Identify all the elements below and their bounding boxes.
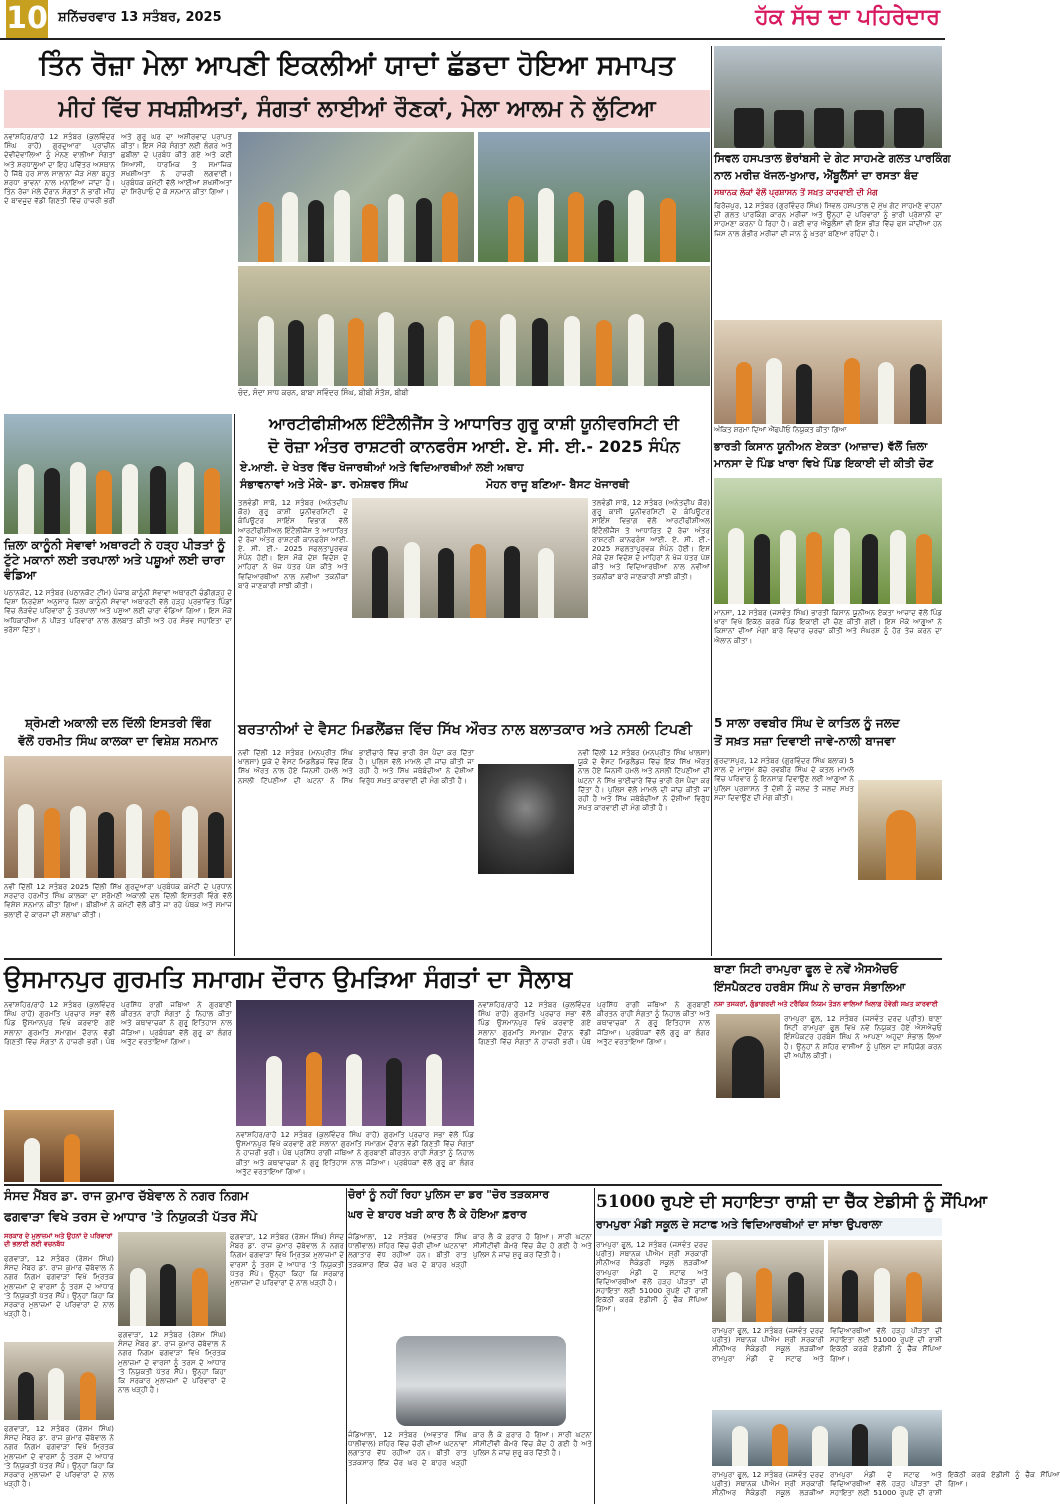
child-headline-1: 5 ਸਾਲਾ ਰਵਬੀਰ ਸਿੰਘ ਦੇ ਕਾਤਿਲ ਨੂੰ ਜਲਦ [714,716,900,730]
akali-headline-1: ਸ਼੍ਰੋਮਣੀ ਅਕਾਲੀ ਦਲ ਦਿੱਲੀ ਇਸਤਰੀ ਵਿੰਗ [25,716,211,730]
akali-body: ਨਵੀਂ ਦਿੱਲੀ 12 ਸਤੰਬਰ 2025 ਦਿੱਲੀ ਸਿੱਖ ਗੁਰਦੁਆਰਾ ਪ੍ਰਬੰਧਕ ਕਮੇਟੀ ਦੇ ਪ੍ਰਧਾਨ ਸਰਦਾਰ ਹਰਮੀਤ ਸਿੰਘ ਕਾਲਕਾ ਦਾ ਸ਼੍ਰੋਮਣੀ ਅਕਾਲੀ ਦਲ ਦਿੱਲੀ ਇਸਤਰੀ ਵਿੰਗ ਵੱਲੋਂ ਵਿਸ਼ੇਸ਼ ਸਨਮਾਨ ਕੀਤਾ ਗਿਆ। ਬੀਬੀਆਂ ਨੇ ਕਮੇਟੀ ਵੱਲੋਂ ਕੀਤੇ ਜਾ ਰਹੇ ਪੰਥਕ ਅਤੇ ਸਮਾਜ ਭਲਾਈ ਦੇ ਕਾਰਜਾਂ ਦੀ ਸ਼ਲਾਘਾ ਕੀਤੀ। [4,882,232,919]
akali-photo [4,756,232,878]
mp-headline-2: ਫਗਵਾੜਾ ਵਿਖੇ ਤਰਸ ਦੇ ਆਧਾਰ 'ਤੇ ਨਿਯੁਕਤੀ ਪੱਤਰ ਸੌਂਪੇ [4,1209,258,1224]
kisan-headline-1: ਭਾਰਤੀ ਕਿਸਾਨ ਯੂਨੀਅਨ ਏਕਤਾ (ਆਜ਼ਾਦ) ਵੱਲੋਂ ਜ਼ਿਲਾ [714,440,928,453]
mp-photo-2 [118,1232,226,1326]
section-divider-2 [4,1184,942,1186]
column-rule [711,46,712,956]
ai-conf-photo [352,498,588,618]
thana-headline-1: ਥਾਣਾ ਸਿਟੀ ਰਾਮਪੁਰਾ ਫੂਲ ਦੇ ਨਵੇਂ ਐਸਐਚਓ [714,962,899,976]
page-number: 10 [6,1,48,36]
uk-body-2: ਨਵੀਂ ਦਿੱਲੀ 12 ਸਤੰਬਰ (ਮਨਪ੍ਰੀਤ ਸਿੰਘ ਖਾਲਸਾ) ਯੂਕੇ ਦੇ ਵੈਸਟ ਮਿਡਲੈਂਡਜ਼ ਵਿੱਚ ਇੱਕ ਸਿੱਖ ਔਰਤ ਨਾਲ ਹੋਏ ਜਿਨਸੀ ਹਮਲੇ ਅਤੇ ਨਸਲੀ ਟਿੱਪਣੀਆਂ ਦੀ ਘਟਨਾ ਨੇ ਸਿੱਖ ਭਾਈਚਾਰੇ ਵਿੱਚ ਭਾਰੀ ਰੋਸ ਪੈਦਾ ਕਰ ਦਿੱਤਾ ਹੈ। ਪੁਲਿਸ ਵੱਲੋਂ ਮਾਮਲੇ ਦੀ ਜਾਂਚ ਕੀਤੀ ਜਾ ਰਹੀ ਹੈ ਅਤੇ ਸਿੱਖ ਜਥੇਬੰਦੀਆਂ ਨੇ ਦੋਸ਼ੀਆਂ ਵਿਰੁੱਧ ਸਖ਼ਤ ਕਾਰਵਾਈ ਦੀ ਮੰਗ ਕੀਤੀ ਹੈ। [578,748,710,813]
mp-kicker: ਸਰਕਾਰ ਦੇ ਮੁਲਾਜ਼ਮਾਂ ਅਤੇ ਉਹਨਾਂ ਦੇ ਪਰਿਵਾਰਾਂ ਦੀ ਭਲਾਈ ਲਈ ਵਚਨਬੱਧ [4,1232,113,1248]
civil-headline-1: ਸਿਵਲ ਹਸਪਤਾਲ ਭੋਰਾਂਬਸੀ ਦੇ ਗੇਟ ਸਾਹਮਣੇ ਗਲਤ ਪਾਰਕਿੰਗ [714,152,951,165]
theft-car-photo [396,1336,566,1426]
civil-hospital-photo [714,46,942,148]
uk-headline: ਬਰਤਾਨੀਆਂ ਦੇ ਵੈਸਟ ਮਿਡਲੈਂਡਜ਼ ਵਿੱਚ ਸਿੱਖ ਔਰਤ ਨਾਲ ਬਲਾਤਕਾਰ ਅਤੇ ਨਸਲੀ ਟਿਪਣੀ [238,722,693,738]
donation-photo-3 [712,1410,942,1466]
usmanpur-headline: ਉਸਮਾਨਪੁਰ ਗੁਰਮਤਿ ਸਮਾਗਮ ਦੌਰਾਨ ਉਮੜਿਆ ਸੰਗਤਾਂ ਦਾ ਸੈਲਾਬ [4,964,573,993]
legal-services-body: ਪਠਾਨਕੋਟ, 12 ਸਤੰਬਰ (ਪਠਾਨਕੋਟ ਟੀਮ) ਪੰਜਾਬ ਕਾਨੂੰਨੀ ਸੇਵਾਵਾਂ ਅਥਾਰਟੀ ਚੰਡੀਗੜ੍ਹ ਦੇ ਦਿਸ਼ਾ ਨਿਰਦੇਸ਼ਾਂ ਅਨੁਸਾਰ ਜ਼ਿਲਾ ਕਾਨੂੰਨੀ ਸੇਵਾਵਾਂ ਅਥਾਰਟੀ ਵੱਲੋਂ ਹੜ੍ਹ ਪ੍ਰਭਾਵਿਤ ਪਿੰਡਾਂ ਵਿੱਚ ਲੋੜਵੰਦ ਪਰਿਵਾਰਾਂ ਨੂੰ ਤਰਪਾਲਾਂ ਅਤੇ ਪਸ਼ੂਆਂ ਲਈ ਚਾਰਾ ਵੰਡਿਆ ਗਿਆ। ਇਸ ਮੌਕੇ ਅਧਿਕਾਰੀਆਂ ਨੇ ਪੀੜਤ ਪਰਿਵਾਰਾਂ ਨਾਲ ਗੱਲਬਾਤ ਕੀਤੀ ਅਤੇ ਹਰ ਸੰਭਵ ਸਹਾਇਤਾ ਦਾ ਭਰੋਸਾ ਦਿੱਤਾ। [4,588,232,634]
thana-portrait-photo [716,1014,780,1098]
thana-kicker: ਨਸ਼ਾ ਤਸਕਰਾਂ, ਗੁੰਡਾਗਰਦੀ ਅਤੇ ਟਰੈਫਿਕ ਨਿਯਮ ਤੋੜਨ ਵਾਲਿਆਂ ਖਿਲਾਫ਼ ਹੋਵੇਗੀ ਸਖ਼ਤ ਕਾਰਵਾਈ [714,1000,938,1008]
kisan-photo-1 [714,320,942,424]
donation-body: ਰਾਮਪੁਰਾ ਫੂਲ, 12 ਸਤੰਬਰ (ਜਸਵੰਤ ਦਰਦ ਪ੍ਰੀਤ) ਸਥਾਨਕ ਪੀਐਮ ਸ਼੍ਰੀ ਸਰਕਾਰੀ ਸੀਨੀਅਰ ਸੈਕੰਡਰੀ ਸਕੂਲ ਲੜਕੀਆਂ ਰਾਮਪੁਰਾ ਮੰਡੀ ਦੇ ਸਟਾਫ ਅਤੇ ਵਿਦਿਆਰਥੀਆਂ ਵੱਲੋਂ ਹੜ੍ਹ ਪੀੜਤਾਂ ਦੀ ਸਹਾਇਤਾ ਲਈ 51000 ਰੁਪਏ ਦੀ ਰਾਸ਼ੀ ਇਕੱਠੀ ਕਰਕੇ ਏਡੀਸੀ ਨੂੰ ਚੈੱਕ ਸੌਂਪਿਆ ਗਿਆ। [596,1240,708,1314]
donation-photo-1 [712,1240,824,1322]
story1-body: ਨਵਾਂਸ਼ਹਿਰ/ਰਾਹੋਂ 12 ਸਤੰਬਰ (ਕੁਲਵਿੰਦਰ ਸਿੰਘ ਰਾਹੋਂ) ਗੁਰਦੁਆਰਾ ਪ੍ਰਾਚੀਨ ਦੇਵੀਦੇਵਾਲਿਆਂ ਨੂੰ ਮੰਨਣ ਵਾਲੀਆਂ ਸੰਗਤਾਂ ਅਤੇ ਸ਼ਰਧਾਲੂਆਂ ਦਾ ਇਹ ਪਵਿੱਤਰ ਅਸਥਾਨ ਹੈ ਜਿੱਥੇ ਹਰ ਸਾਲ ਸਾਲਾਨਾ ਜੋੜ ਮੇਲਾ ਬਹੁਤ ਸ਼ਰਧਾ ਭਾਵਨਾ ਨਾਲ ਮਨਾਇਆ ਜਾਂਦਾ ਹੈ। ਤਿੰਨ ਰੋਜ਼ਾ ਮੇਲੇ ਦੌਰਾਨ ਸੰਗਤਾਂ ਨੇ ਭਾਰੀ ਮੀਂਹ ਦੇ ਬਾਵਜੂਦ ਵੱਡੀ ਗਿਣਤੀ ਵਿੱਚ ਹਾਜ਼ਰੀ ਭਰੀ ਅਤੇ ਗੁਰੂ ਘਰ ਦਾ ਅਸ਼ੀਰਵਾਦ ਪ੍ਰਾਪਤ ਕੀਤਾ। ਇਸ ਮੌਕੇ ਸੰਗਤਾਂ ਲਈ ਲੰਗਰ ਅਤੇ ਛਬੀਲਾਂ ਦੇ ਪ੍ਰਬੰਧ ਕੀਤੇ ਗਏ ਅਤੇ ਕਈ ਸਿਆਸੀ, ਧਾਰਮਿਕ ਤੇ ਸਮਾਜਿਕ ਸਖਸ਼ੀਅਤਾਂ ਨੇ ਹਾਜ਼ਰੀ ਲਗਵਾਈ। ਪ੍ਰਬੰਧਕ ਕਮੇਟੀ ਵੱਲੋਂ ਆਈਆਂ ਸ਼ਖਸੀਅਤਾਂ ਦਾ ਸਿਰੋਪਾਓ ਦੇ ਕੇ ਸਨਮਾਨ ਕੀਤਾ ਗਿਆ। [4,132,232,206]
kisan-photo-2 [714,478,942,604]
ai-conf-bullet-1: ਏ.ਆਈ. ਦੇ ਖੇਤਰ ਵਿੱਚ ਖੋਜਾਰਥੀਆਂ ਅਤੇ ਵਿਦਿਆਰਥੀਆਂ ਲਈ ਅਥਾਹ [240,461,524,474]
story1-photo-procession [238,132,474,262]
child-portrait-photo [858,780,942,880]
thana-headline-2: ਇੰਸਪੈਕਟਰ ਹਰਬੰਸ ਸਿੰਘ ਨੇ ਚਾਰਜ ਸੰਭਾਲਿਆ [714,980,906,994]
ai-conf-bullet-1b: ਸੰਭਾਵਨਾਵਾਂ ਅਤੇ ਮੌਕੇ- ਡਾ. ਰਮੇਸ਼ਵਰ ਸਿੰਘ [240,478,408,491]
uk-photo [478,764,574,874]
donation-subhead: ਰਾਮਪੁਰਾ ਮੰਡੀ ਸਕੂਲ ਦੇ ਸਟਾਫ ਅਤੇ ਵਿਦਿਆਰਥੀਆਂ ਦਾ ਸਾਂਝਾ ਉਪਰਾਲਾ [596,1218,942,1236]
theft-headline-1: ਚੋਰਾਂ ਨੂੰ ਨਹੀਂ ਰਿਹਾ ਪੁਲਿਸ ਦਾ ਡਰ "ਚੋਰ ਤੜਕਸਾਰ [348,1188,550,1201]
theft-body-2: ਜੰਡਿਆਲਾ, 12 ਸਤੰਬਰ (ਅਵਤਾਰ ਸਿੰਘ ਧਾਲੀਵਾਲ) ਸ਼ਹਿਰ ਵਿੱਚ ਚੋਰੀ ਦੀਆਂ ਘਟਨਾਵਾਂ ਲਗਾਤਾਰ ਵੱਧ ਰਹੀਆਂ ਹਨ। ਬੀਤੀ ਰਾਤ ਤੜਕਸਾਰ ਇੱਕ ਚੋਰ ਘਰ ਦੇ ਬਾਹਰ ਖੜ੍ਹੀ ਕਾਰ ਲੈ ਕੇ ਫ਼ਰਾਰ ਹੋ ਗਿਆ। ਸਾਰੀ ਘਟਨਾ ਸੀਸੀਟੀਵੀ ਕੈਮਰੇ ਵਿੱਚ ਕੈਦ ਹੋ ਗਈ ਹੈ ਅਤੇ ਪੁਲਿਸ ਨੇ ਜਾਂਚ ਸ਼ੁਰੂ ਕਰ ਦਿੱਤੀ ਹੈ। [348,1430,592,1467]
ai-conf-body-2: ਤਲਵੰਡੀ ਸਾਬੋ, 12 ਸਤੰਬਰ (ਅਨੰਤਦੀਪ ਕੌਰ) ਗੁਰੂ ਕਾਸ਼ੀ ਯੂਨੀਵਰਸਿਟੀ ਦੇ ਕੰਪਿਊਟਰ ਸਾਇੰਸ ਵਿਭਾਗ ਵੱਲੋਂ ਆਰਟੀਫੀਸ਼ੀਅਲ ਇੰਟੈਲੀਜੈਂਸ ਤੇ ਆਧਾਰਿਤ ਦੋ ਰੋਜ਼ਾ ਅੰਤਰ ਰਾਸ਼ਟਰੀ ਕਾਨਫਰੰਸ ਆਈ. ਏ. ਸੀ. ਈ.- 2025 ਸਫਲਤਾਪੂਰਵਕ ਸੰਪੰਨ ਹੋਈ। ਇਸ ਮੌਕੇ ਦੇਸ਼ ਵਿਦੇਸ਼ ਦੇ ਮਾਹਿਰਾਂ ਨੇ ਖੋਜ ਪੱਤਰ ਪੇਸ਼ ਕੀਤੇ ਅਤੇ ਵਿਦਿਆਰਥੀਆਂ ਨਾਲ ਨਵੀਆਂ ਤਕਨੀਕਾਂ ਬਾਰੇ ਜਾਣਕਾਰੀ ਸਾਂਝੀ ਕੀਤੀ। [592,498,710,581]
mp-photo-1 [4,1342,114,1420]
kisan-body: ਮਾਨਸਾ, 12 ਸਤੰਬਰ (ਜਸਵੰਤ ਸਿੰਘ) ਭਾਰਤੀ ਕਿਸਾਨ ਯੂਨੀਅਨ ਏਕਤਾ ਆਜ਼ਾਦ ਵੱਲੋਂ ਪਿੰਡ ਖਾਰਾ ਵਿਖੇ ਇਕੱਠ ਕਰਕੇ ਪਿੰਡ ਇਕਾਈ ਦੀ ਚੋਣ ਕੀਤੀ ਗਈ। ਇਸ ਮੌਕੇ ਆਗੂਆਂ ਨੇ ਕਿਸਾਨਾਂ ਦੀਆਂ ਮੰਗਾਂ ਬਾਰੇ ਵਿਚਾਰ ਚਰਚਾ ਕੀਤੀ ਅਤੇ ਸੰਘਰਸ਼ ਨੂੰ ਹੋਰ ਤੇਜ਼ ਕਰਨ ਦਾ ਐਲਾਨ ਕੀਤਾ। [714,608,942,645]
mp-body-2: ਫਗਵਾੜਾ, 12 ਸਤੰਬਰ (ਰੇਸ਼ਮ ਸਿੰਘ) ਸੰਸਦ ਮੈਂਬਰ ਡਾ. ਰਾਜ ਕੁਮਾਰ ਚੱਬੇਵਾਲ ਨੇ ਨਗਰ ਨਿਗਮ ਫਗਵਾੜਾ ਵਿਖੇ ਮ੍ਰਿਤਕ ਮੁਲਾਜ਼ਮਾਂ ਦੇ ਵਾਰਸਾਂ ਨੂੰ ਤਰਸ ਦੇ ਆਧਾਰ 'ਤੇ ਨਿਯੁਕਤੀ ਪੱਤਰ ਸੌਂਪੇ। ਉਨ੍ਹਾਂ ਕਿਹਾ ਕਿ ਸਰਕਾਰ ਮੁਲਾਜ਼ਮਾਂ ਦੇ ਪਰਿਵਾਰਾਂ ਦੇ ਨਾਲ ਖੜ੍ਹੀ ਹੈ। [4,1424,114,1489]
column-rule [234,414,235,956]
usmanpur-body: ਨਵਾਂਸ਼ਹਿਰ/ਰਾਹੋਂ 12 ਸਤੰਬਰ (ਕੁਲਵਿੰਦਰ ਸਿੰਘ ਰਾਹੋਂ) ਗੁਰਮਤਿ ਪ੍ਰਚਾਰ ਸਭਾ ਵੱਲੋਂ ਪਿੰਡ ਉਸਮਾਨਪੁਰ ਵਿਖੇ ਕਰਵਾਏ ਗਏ ਸਲਾਨਾ ਗੁਰਮਤਿ ਸਮਾਗਮ ਦੌਰਾਨ ਵੱਡੀ ਗਿਣਤੀ ਵਿੱਚ ਸੰਗਤਾਂ ਨੇ ਹਾਜ਼ਰੀ ਭਰੀ। ਪੰਥ ਪ੍ਰਸਿੱਧ ਰਾਗੀ ਜਥਿਆਂ ਨੇ ਗੁਰਬਾਣੀ ਕੀਰਤਨ ਰਾਹੀਂ ਸੰਗਤਾਂ ਨੂੰ ਨਿਹਾਲ ਕੀਤਾ ਅਤੇ ਕਥਾਵਾਚਕਾਂ ਨੇ ਗੁਰੂ ਇਤਿਹਾਸ ਨਾਲ ਜੋੜਿਆ। ਪ੍ਰਬੰਧਕਾਂ ਵੱਲੋਂ ਗੁਰੂ ਕਾ ਲੰਗਰ ਅਤੁੱਟ ਵਰਤਾਇਆ ਗਿਆ। [4,1000,232,1046]
ai-conf-headline-2: ਦੋ ਰੋਜ਼ਾ ਅੰਤਰ ਰਾਸ਼ਟਰੀ ਕਾਨਫਰੰਸ ਆਈ. ਏ. ਸੀ. ਈ.- 2025 ਸੰਪੰਨ [268,437,680,456]
theft-body: ਜੰਡਿਆਲਾ, 12 ਸਤੰਬਰ (ਅਵਤਾਰ ਸਿੰਘ ਧਾਲੀਵਾਲ) ਸ਼ਹਿਰ ਵਿੱਚ ਚੋਰੀ ਦੀਆਂ ਘਟਨਾਵਾਂ ਲਗਾਤਾਰ ਵੱਧ ਰਹੀਆਂ ਹਨ। ਬੀਤੀ ਰਾਤ ਤੜਕਸਾਰ ਇੱਕ ਚੋਰ ਘਰ ਦੇ ਬਾਹਰ ਖੜ੍ਹੀ ਕਾਰ ਲੈ ਕੇ ਫ਼ਰਾਰ ਹੋ ਗਿਆ। ਸਾਰੀ ਘਟਨਾ ਸੀਸੀਟੀਵੀ ਕੈਮਰੇ ਵਿੱਚ ਕੈਦ ਹੋ ਗਈ ਹੈ ਅਤੇ ਪੁਲਿਸ ਨੇ ਜਾਂਚ ਸ਼ੁਰੂ ਕਰ ਦਿੱਤੀ ਹੈ। [348,1232,592,1269]
kisan-headline-2: ਮਾਨਸਾ ਦੇ ਪਿੰਡ ਖਾਰਾ ਵਿਖੇ ਪਿੰਡ ਇਕਾਈ ਦੀ ਕੀਤੀ ਚੋਣ [714,457,934,470]
mp-headline-1: ਸੰਸਦ ਮੈਂਬਰ ਡਾ. ਰਾਜ ਕੁਮਾਰ ਚੱਬੇਵਾਲ ਨੇ ਨਗਰ ਨਿਗਮ [4,1188,249,1203]
ai-conf-bullet-2: ਮੋਹਨ ਰਾਜੂ ਬਣਿਆ- ਬੈਸਟ ਖੋਜਾਰਥੀ [486,478,630,491]
section-divider [4,958,942,960]
uk-body: ਨਵੀਂ ਦਿੱਲੀ 12 ਸਤੰਬਰ (ਮਨਪ੍ਰੀਤ ਸਿੰਘ ਖਾਲਸਾ) ਯੂਕੇ ਦੇ ਵੈਸਟ ਮਿਡਲੈਂਡਜ਼ ਵਿੱਚ ਇੱਕ ਸਿੱਖ ਔਰਤ ਨਾਲ ਹੋਏ ਜਿਨਸੀ ਹਮਲੇ ਅਤੇ ਨਸਲੀ ਟਿੱਪਣੀਆਂ ਦੀ ਘਟਨਾ ਨੇ ਸਿੱਖ ਭਾਈਚਾਰੇ ਵਿੱਚ ਭਾਰੀ ਰੋਸ ਪੈਦਾ ਕਰ ਦਿੱਤਾ ਹੈ। ਪੁਲਿਸ ਵੱਲੋਂ ਮਾਮਲੇ ਦੀ ਜਾਂਚ ਕੀਤੀ ਜਾ ਰਹੀ ਹੈ ਅਤੇ ਸਿੱਖ ਜਥੇਬੰਦੀਆਂ ਨੇ ਦੋਸ਼ੀਆਂ ਵਿਰੁੱਧ ਸਖ਼ਤ ਕਾਰਵਾਈ ਦੀ ਮੰਗ ਕੀਤੀ ਹੈ। [238,748,474,785]
mp-body-3: ਫਗਵਾੜਾ, 12 ਸਤੰਬਰ (ਰੇਸ਼ਮ ਸਿੰਘ) ਸੰਸਦ ਮੈਂਬਰ ਡਾ. ਰਾਜ ਕੁਮਾਰ ਚੱਬੇਵਾਲ ਨੇ ਨਗਰ ਨਿਗਮ ਫਗਵਾੜਾ ਵਿਖੇ ਮ੍ਰਿਤਕ ਮੁਲਾਜ਼ਮਾਂ ਦੇ ਵਾਰਸਾਂ ਨੂੰ ਤਰਸ ਦੇ ਆਧਾਰ 'ਤੇ ਨਿਯੁਕਤੀ ਪੱਤਰ ਸੌਂਪੇ। ਉਨ੍ਹਾਂ ਕਿਹਾ ਕਿ ਸਰਕਾਰ ਮੁਲਾਜ਼ਮਾਂ ਦੇ ਪਰਿਵਾਰਾਂ ਦੇ ਨਾਲ ਖੜ੍ਹੀ ਹੈ। [118,1330,226,1395]
story1-subhead: ਮੀਹਂ ਵਿੱਚ ਸਖਸ਼ੀਅਤਾਂ, ਸੰਗਤਾਂ ਲਾਈਆਂ ਰੌਣਕਾਂ, ਮੇਲਾ ਆਲਮ ਨੇ ਲੁੱਟਿਆ [4,90,710,128]
legal-services-photo [4,414,232,534]
donation-headline: 51000 ਰੁਪਏ ਦੀ ਸਹਾਇਤਾ ਰਾਸ਼ੀ ਦਾ ਚੈੱਕ ਏਡੀਸੀ ਨੂੰ ਸੌਂਪਿਆ [596,1192,987,1212]
story1-photo-group [238,266,710,386]
donation-photo-2 [828,1240,942,1322]
masthead: ਹੱਕ ਸੱਚ ਦਾ ਪਹਿਰੇਦਾਰ [755,4,940,30]
column-rule [346,1188,347,1504]
child-body: ਗੁਰਦਾਸਪੁਰ, 12 ਸਤੰਬਰ (ਗੁਰਵਿੰਦਰ ਸਿੰਘ ਬਲਾਕ) 5 ਸਾਲ ਦੇ ਮਾਸੂਮ ਬੱਚੇ ਰਵਬੀਰ ਸਿੰਘ ਦੇ ਕਤਲ ਮਾਮਲੇ ਵਿੱਚ ਪਰਿਵਾਰ ਨੂੰ ਇਨਸਾਫ਼ ਦਿਵਾਉਣ ਲਈ ਆਗੂਆਂ ਨੇ ਪੁਲਿਸ ਪ੍ਰਸ਼ਾਸਨ ਤੋਂ ਦੋਸ਼ੀ ਨੂੰ ਜਲਦ ਤੋਂ ਜਲਦ ਸਖ਼ਤ ਸਜ਼ਾ ਦਿਵਾਉਣ ਦੀ ਮੰਗ ਕੀਤੀ। [714,756,854,802]
story1-headline: ਤਿੰਨ ਰੋਜ਼ਾ ਮੇਲਾ ਆਪਣੀ ਇਕਲੀਆਂ ਯਾਦਾਂ ਛੱਡਦਾ ਹੋਇਆ ਸਮਾਪਤ [39,50,675,81]
thana-body: ਰਾਮਪੁਰਾ ਫੂਲ, 12 ਸਤੰਬਰ (ਜਸਵੰਤ ਦਰਦ ਪ੍ਰੀਤ) ਥਾਣਾ ਸਿਟੀ ਰਾਮਪੁਰਾ ਫੂਲ ਵਿਖੇ ਨਵੇਂ ਨਿਯੁਕਤ ਹੋਏ ਐਸਐਚਓ ਇੰਸਪੈਕਟਰ ਹਰਬੰਸ ਸਿੰਘ ਨੇ ਆਪਣਾ ਅਹੁਦਾ ਸੰਭਾਲ ਲਿਆ ਹੈ। ਉਨ੍ਹਾਂ ਨੇ ਸ਼ਹਿਰ ਵਾਸੀਆਂ ਨੂੰ ਪੁਲਿਸ ਦਾ ਸਹਿਯੋਗ ਕਰਨ ਦੀ ਅਪੀਲ ਕੀਤੀ। [784,1014,942,1060]
usmanpur-body-2: ਨਵਾਂਸ਼ਹਿਰ/ਰਾਹੋਂ 12 ਸਤੰਬਰ (ਕੁਲਵਿੰਦਰ ਸਿੰਘ ਰਾਹੋਂ) ਗੁਰਮਤਿ ਪ੍ਰਚਾਰ ਸਭਾ ਵੱਲੋਂ ਪਿੰਡ ਉਸਮਾਨਪੁਰ ਵਿਖੇ ਕਰਵਾਏ ਗਏ ਸਲਾਨਾ ਗੁਰਮਤਿ ਸਮਾਗਮ ਦੌਰਾਨ ਵੱਡੀ ਗਿਣਤੀ ਵਿੱਚ ਸੰਗਤਾਂ ਨੇ ਹਾਜ਼ਰੀ ਭਰੀ। ਪੰਥ ਪ੍ਰਸਿੱਧ ਰਾਗੀ ਜਥਿਆਂ ਨੇ ਗੁਰਬਾਣੀ ਕੀਰਤਨ ਰਾਹੀਂ ਸੰਗਤਾਂ ਨੂੰ ਨਿਹਾਲ ਕੀਤਾ ਅਤੇ ਕਥਾਵਾਚਕਾਂ ਨੇ ਗੁਰੂ ਇਤਿਹਾਸ ਨਾਲ ਜੋੜਿਆ। ਪ੍ਰਬੰਧਕਾਂ ਵੱਲੋਂ ਗੁਰੂ ਕਾ ਲੰਗਰ ਅਤੁੱਟ ਵਰਤਾਇਆ ਗਿਆ। [236,1130,474,1176]
usmanpur-body-3: ਨਵਾਂਸ਼ਹਿਰ/ਰਾਹੋਂ 12 ਸਤੰਬਰ (ਕੁਲਵਿੰਦਰ ਸਿੰਘ ਰਾਹੋਂ) ਗੁਰਮਤਿ ਪ੍ਰਚਾਰ ਸਭਾ ਵੱਲੋਂ ਪਿੰਡ ਉਸਮਾਨਪੁਰ ਵਿਖੇ ਕਰਵਾਏ ਗਏ ਸਲਾਨਾ ਗੁਰਮਤਿ ਸਮਾਗਮ ਦੌਰਾਨ ਵੱਡੀ ਗਿਣਤੀ ਵਿੱਚ ਸੰਗਤਾਂ ਨੇ ਹਾਜ਼ਰੀ ਭਰੀ। ਪੰਥ ਪ੍ਰਸਿੱਧ ਰਾਗੀ ਜਥਿਆਂ ਨੇ ਗੁਰਬਾਣੀ ਕੀਰਤਨ ਰਾਹੀਂ ਸੰਗਤਾਂ ਨੂੰ ਨਿਹਾਲ ਕੀਤਾ ਅਤੇ ਕਥਾਵਾਚਕਾਂ ਨੇ ਗੁਰੂ ਇਤਿਹਾਸ ਨਾਲ ਜੋੜਿਆ। ਪ੍ਰਬੰਧਕਾਂ ਵੱਲੋਂ ਗੁਰੂ ਕਾ ਲੰਗਰ ਅਤੁੱਟ ਵਰਤਾਇਆ ਗਿਆ। [478,1000,710,1046]
ai-conf-body: ਤਲਵੰਡੀ ਸਾਬੋ, 12 ਸਤੰਬਰ (ਅਨੰਤਦੀਪ ਕੌਰ) ਗੁਰੂ ਕਾਸ਼ੀ ਯੂਨੀਵਰਸਿਟੀ ਦੇ ਕੰਪਿਊਟਰ ਸਾਇੰਸ ਵਿਭਾਗ ਵੱਲੋਂ ਆਰਟੀਫੀਸ਼ੀਅਲ ਇੰਟੈਲੀਜੈਂਸ ਤੇ ਆਧਾਰਿਤ ਦੋ ਰੋਜ਼ਾ ਅੰਤਰ ਰਾਸ਼ਟਰੀ ਕਾਨਫਰੰਸ ਆਈ. ਏ. ਸੀ. ਈ.- 2025 ਸਫਲਤਾਪੂਰਵਕ ਸੰਪੰਨ ਹੋਈ। ਇਸ ਮੌਕੇ ਦੇਸ਼ ਵਿਦੇਸ਼ ਦੇ ਮਾਹਿਰਾਂ ਨੇ ਖੋਜ ਪੱਤਰ ਪੇਸ਼ ਕੀਤੇ ਅਤੇ ਵਿਦਿਆਰਥੀਆਂ ਨਾਲ ਨਵੀਆਂ ਤਕਨੀਕਾਂ ਬਾਰੇ ਜਾਣਕਾਰੀ ਸਾਂਝੀ ਕੀਤੀ। [238,498,348,590]
kisan-photo-caption: ਅੰਕਿਤ ਸ਼ਰਮਾ ਦਿਆਂ ਐੱਫਪੀਓ ਨਿਯੁਕਤ ਕੀਤਾ ਗਿਆ [714,426,847,434]
story1-caption: ਚੰਦ, ਸੰਦਾ ਸਾਧ ਕਰਨ, ਬਾਬਾ ਸਵਿੰਦਰ ਸਿੰਘ, ਬੀਬੀ ਸੰਤੋਸ਼, ਬੀਬੀ [238,388,409,397]
theft-headline-2: ਘਰ ਦੇ ਬਾਹਰ ਖੜੀ ਕਾਰ ਲੈ ਕੇ ਹੋਇਆ ਫ਼ਰਾਰ [348,1208,527,1221]
column-rule [594,1188,595,1504]
donation-body-2: ਰਾਮਪੁਰਾ ਫੂਲ, 12 ਸਤੰਬਰ (ਜਸਵੰਤ ਦਰਦ ਪ੍ਰੀਤ) ਸਥਾਨਕ ਪੀਐਮ ਸ਼੍ਰੀ ਸਰਕਾਰੀ ਸੀਨੀਅਰ ਸੈਕੰਡਰੀ ਸਕੂਲ ਲੜਕੀਆਂ ਰਾਮਪੁਰਾ ਮੰਡੀ ਦੇ ਸਟਾਫ ਅਤੇ ਵਿਦਿਆਰਥੀਆਂ ਵੱਲੋਂ ਹੜ੍ਹ ਪੀੜਤਾਂ ਦੀ ਸਹਾਇਤਾ ਲਈ 51000 ਰੁਪਏ ਦੀ ਰਾਸ਼ੀ ਇਕੱਠੀ ਕਰਕੇ ਏਡੀਸੀ ਨੂੰ ਚੈੱਕ ਸੌਂਪਿਆ ਗਿਆ। [712,1326,942,1363]
civil-headline-2: ਨਾਲ ਮਰੀਜ਼ ਖੱਜਲ-ਖੁਆਰ, ਐਂਬੂਲੈਂਸਾਂ ਦਾ ਰਸਤਾ ਬੰਦ [714,169,919,182]
issue-date: ਸ਼ਨਿੱਚਰਵਾਰ 13 ਸਤੰਬਰ, 2025 [58,10,222,25]
story1-photo-flags [478,132,710,262]
usmanpur-photo-stage [236,1000,474,1126]
legal-services-headline: ਜ਼ਿਲਾ ਕਾਨੂੰਨੀ ਸੇਵਾਵਾਂ ਅਥਾਰਟੀ ਨੇ ਹੜ੍ਹ ਪੀੜਤਾਂ ਨੂੰ ਟੁੱਟੇ ਮਕਾਨਾਂ ਲਈ ਤਰਪਾਲਾਂ ਅਤੇ ਪਸ਼ੂਆਂ ਲਈ ਚਾਰਾ ਵੰਡਿਆ [4,538,226,582]
child-headline-2: ਤੋਂ ਸਖ਼ਤ ਸਜ਼ਾ ਦਿਵਾਈ ਜਾਵੇ-ਨਾਲੀ ਬਾਜਵਾ [714,734,896,748]
mp-body-4: ਫਗਵਾੜਾ, 12 ਸਤੰਬਰ (ਰੇਸ਼ਮ ਸਿੰਘ) ਸੰਸਦ ਮੈਂਬਰ ਡਾ. ਰਾਜ ਕੁਮਾਰ ਚੱਬੇਵਾਲ ਨੇ ਨਗਰ ਨਿਗਮ ਫਗਵਾੜਾ ਵਿਖੇ ਮ੍ਰਿਤਕ ਮੁਲਾਜ਼ਮਾਂ ਦੇ ਵਾਰਸਾਂ ਨੂੰ ਤਰਸ ਦੇ ਆਧਾਰ 'ਤੇ ਨਿਯੁਕਤੀ ਪੱਤਰ ਸੌਂਪੇ। ਉਨ੍ਹਾਂ ਕਿਹਾ ਕਿ ਸਰਕਾਰ ਮੁਲਾਜ਼ਮਾਂ ਦੇ ਪਰਿਵਾਰਾਂ ਦੇ ਨਾਲ ਖੜ੍ਹੀ ਹੈ। [230,1232,344,1288]
ai-conf-headline-1: ਆਰਟੀਫੀਸ਼ੀਅਲ ਇੰਟੈਲੀਜੈਂਸ ਤੇ ਆਧਾਰਿਤ ਗੁਰੂ ਕਾਸ਼ੀ ਯੂਨੀਵਰਸਿਟੀ ਦੀ [268,414,680,433]
civil-body: ਫਿਰੋਜ਼ਪੁਰ, 12 ਸਤੰਬਰ (ਗੁਰਵਿੰਦਰ ਸਿੰਘ) ਸਿਵਲ ਹਸਪਤਾਲ ਦੇ ਮੁੱਖ ਗੇਟ ਸਾਹਮਣੇ ਵਾਹਨਾਂ ਦੀ ਗਲਤ ਪਾਰਕਿੰਗ ਕਾਰਨ ਮਰੀਜ਼ਾਂ ਅਤੇ ਉਨ੍ਹਾਂ ਦੇ ਪਰਿਵਾਰਾਂ ਨੂੰ ਭਾਰੀ ਪ੍ਰੇਸ਼ਾਨੀ ਦਾ ਸਾਹਮਣਾ ਕਰਨਾ ਪੈ ਰਿਹਾ ਹੈ। ਕਈ ਵਾਰ ਐਂਬੂਲੈਂਸਾਂ ਵੀ ਇਸ ਭੀੜ ਵਿੱਚ ਫਸ ਜਾਂਦੀਆਂ ਹਨ ਜਿਸ ਨਾਲ ਗੰਭੀਰ ਮਰੀਜ਼ਾਂ ਦੀ ਜਾਨ ਨੂੰ ਖ਼ਤਰਾ ਬਣਿਆ ਰਹਿੰਦਾ ਹੈ। [714,201,942,238]
mp-body: ਫਗਵਾੜਾ, 12 ਸਤੰਬਰ (ਰੇਸ਼ਮ ਸਿੰਘ) ਸੰਸਦ ਮੈਂਬਰ ਡਾ. ਰਾਜ ਕੁਮਾਰ ਚੱਬੇਵਾਲ ਨੇ ਨਗਰ ਨਿਗਮ ਫਗਵਾੜਾ ਵਿਖੇ ਮ੍ਰਿਤਕ ਮੁਲਾਜ਼ਮਾਂ ਦੇ ਵਾਰਸਾਂ ਨੂੰ ਤਰਸ ਦੇ ਆਧਾਰ 'ਤੇ ਨਿਯੁਕਤੀ ਪੱਤਰ ਸੌਂਪੇ। ਉਨ੍ਹਾਂ ਕਿਹਾ ਕਿ ਸਰਕਾਰ ਮੁਲਾਜ਼ਮਾਂ ਦੇ ਪਰਿਵਾਰਾਂ ਦੇ ਨਾਲ ਖੜ੍ਹੀ ਹੈ। [4,1254,114,1319]
page-header [0,0,945,40]
donation-body-3: ਰਾਮਪੁਰਾ ਫੂਲ, 12 ਸਤੰਬਰ (ਜਸਵੰਤ ਦਰਦ ਪ੍ਰੀਤ) ਸਥਾਨਕ ਪੀਐਮ ਸ਼੍ਰੀ ਸਰਕਾਰੀ ਸੀਨੀਅਰ ਸੈਕੰਡਰੀ ਸਕੂਲ ਲੜਕੀਆਂ ਰਾਮਪੁਰਾ ਮੰਡੀ ਦੇ ਸਟਾਫ ਅਤੇ ਵਿਦਿਆਰਥੀਆਂ ਵੱਲੋਂ ਹੜ੍ਹ ਪੀੜਤਾਂ ਦੀ ਸਹਾਇਤਾ ਲਈ 51000 ਰੁਪਏ ਦੀ ਰਾਸ਼ੀ ਇਕੱਠੀ ਕਰਕੇ ਏਡੀਸੀ ਨੂੰ ਚੈੱਕ ਸੌਂਪਿਆ ਗਿਆ। [712,1470,1060,1498]
akali-headline-2: ਵੱਲੋਂ ਹਰਮੀਤ ਸਿੰਘ ਕਾਲਕਾ ਦਾ ਵਿਸ਼ੇਸ਼ ਸਨਮਾਨ [18,734,218,748]
civil-kicker: ਸਥਾਨਕ ਲੋਕਾਂ ਵੱਲੋਂ ਪ੍ਰਸ਼ਾਸਨ ਤੋਂ ਸਖ਼ਤ ਕਾਰਵਾਈ ਦੀ ਮੰਗ [714,188,878,197]
usmanpur-photo-1 [4,1110,114,1182]
